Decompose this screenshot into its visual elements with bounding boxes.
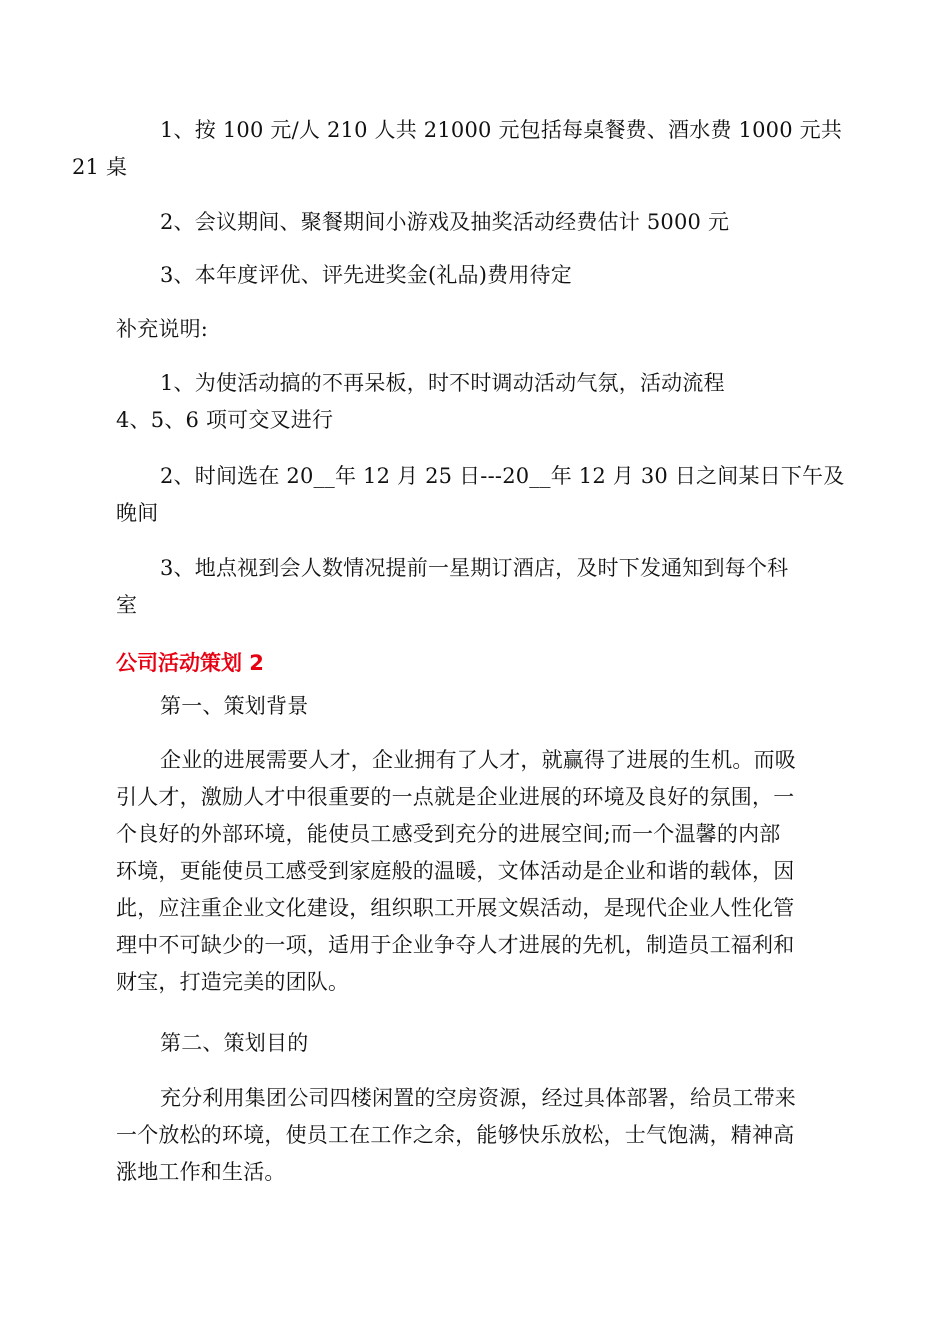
- text-line: 3、地点视到会人数情况提前一星期订酒店，及时下发通知到每个科: [160, 556, 789, 580]
- text-line: 晚间: [116, 501, 159, 525]
- cost-item-1: [72, 112, 843, 186]
- text-line: 21 桌: [72, 155, 128, 179]
- text-line: 涨地工作和生活。: [116, 1160, 286, 1184]
- text-line: 引人才，激励人才中很重要的一点就是企业进展的环境及良好的氛围，一: [116, 785, 795, 809]
- part2-title: [116, 1025, 836, 1062]
- text-line: 理中不可缺少的一项，适用于企业争夺人才进展的先机，制造员工福利和: [116, 933, 795, 957]
- text-line: 室: [116, 593, 138, 617]
- part1-title: [116, 688, 836, 725]
- supplement-item-3: [116, 550, 836, 624]
- text-line: 一个放松的环境，使员工在工作之余，能够快乐放松，士气饱满，精神高: [116, 1123, 795, 1147]
- text-line: 2、时间选在 20__年 12 月 25 日---20__年 12 月 30 日之间某日下午及: [160, 464, 845, 488]
- text-line: 第一、策划背景: [160, 694, 309, 718]
- text-line: 补充说明:: [116, 317, 209, 341]
- supplement-title: [116, 311, 836, 348]
- cost-item-2: [116, 204, 836, 241]
- part1-body: [116, 742, 836, 1001]
- text-line: 此，应注重企业文化建设，组织职工开展文娱活动，是现代企业人性化管: [116, 896, 795, 920]
- text-line: 1、为使活动搞的不再呆板，时不时调动活动气氛，活动流程: [160, 371, 725, 395]
- text-line: 1、按 100 元/人 210 人共 21000 元包括每桌餐费、酒水费 1000 元共: [160, 118, 843, 142]
- supplement-item-1: [116, 365, 836, 439]
- supplement-item-2: [116, 458, 845, 532]
- part2-body: [116, 1080, 836, 1191]
- text-line: 环境，更能使员工感受到家庭般的温暖，文体活动是企业和谐的载体，因: [116, 859, 795, 883]
- text-line: 充分利用集团公司四楼闲置的空房资源，经过具体部署，给员工带来: [160, 1086, 796, 1110]
- section-heading: 公司活动策划 2: [116, 651, 264, 675]
- text-line: 第二、策划目的: [160, 1031, 309, 1055]
- text-line: 财宝，打造完美的团队。: [116, 970, 350, 994]
- text-line: 4、5、6 项可交叉进行: [116, 408, 334, 432]
- text-line: 个良好的外部环境，能使员工感受到充分的进展空间;而一个温馨的内部: [116, 822, 781, 846]
- text-line: 3、本年度评优、评先进奖金(礼品)费用待定: [160, 263, 572, 287]
- cost-item-3: [116, 257, 836, 294]
- text-line: 企业的进展需要人才，企业拥有了人才，就赢得了进展的生机。而吸: [160, 748, 796, 772]
- text-line: 2、会议期间、聚餐期间小游戏及抽奖活动经费估计 5000 元: [160, 210, 730, 234]
